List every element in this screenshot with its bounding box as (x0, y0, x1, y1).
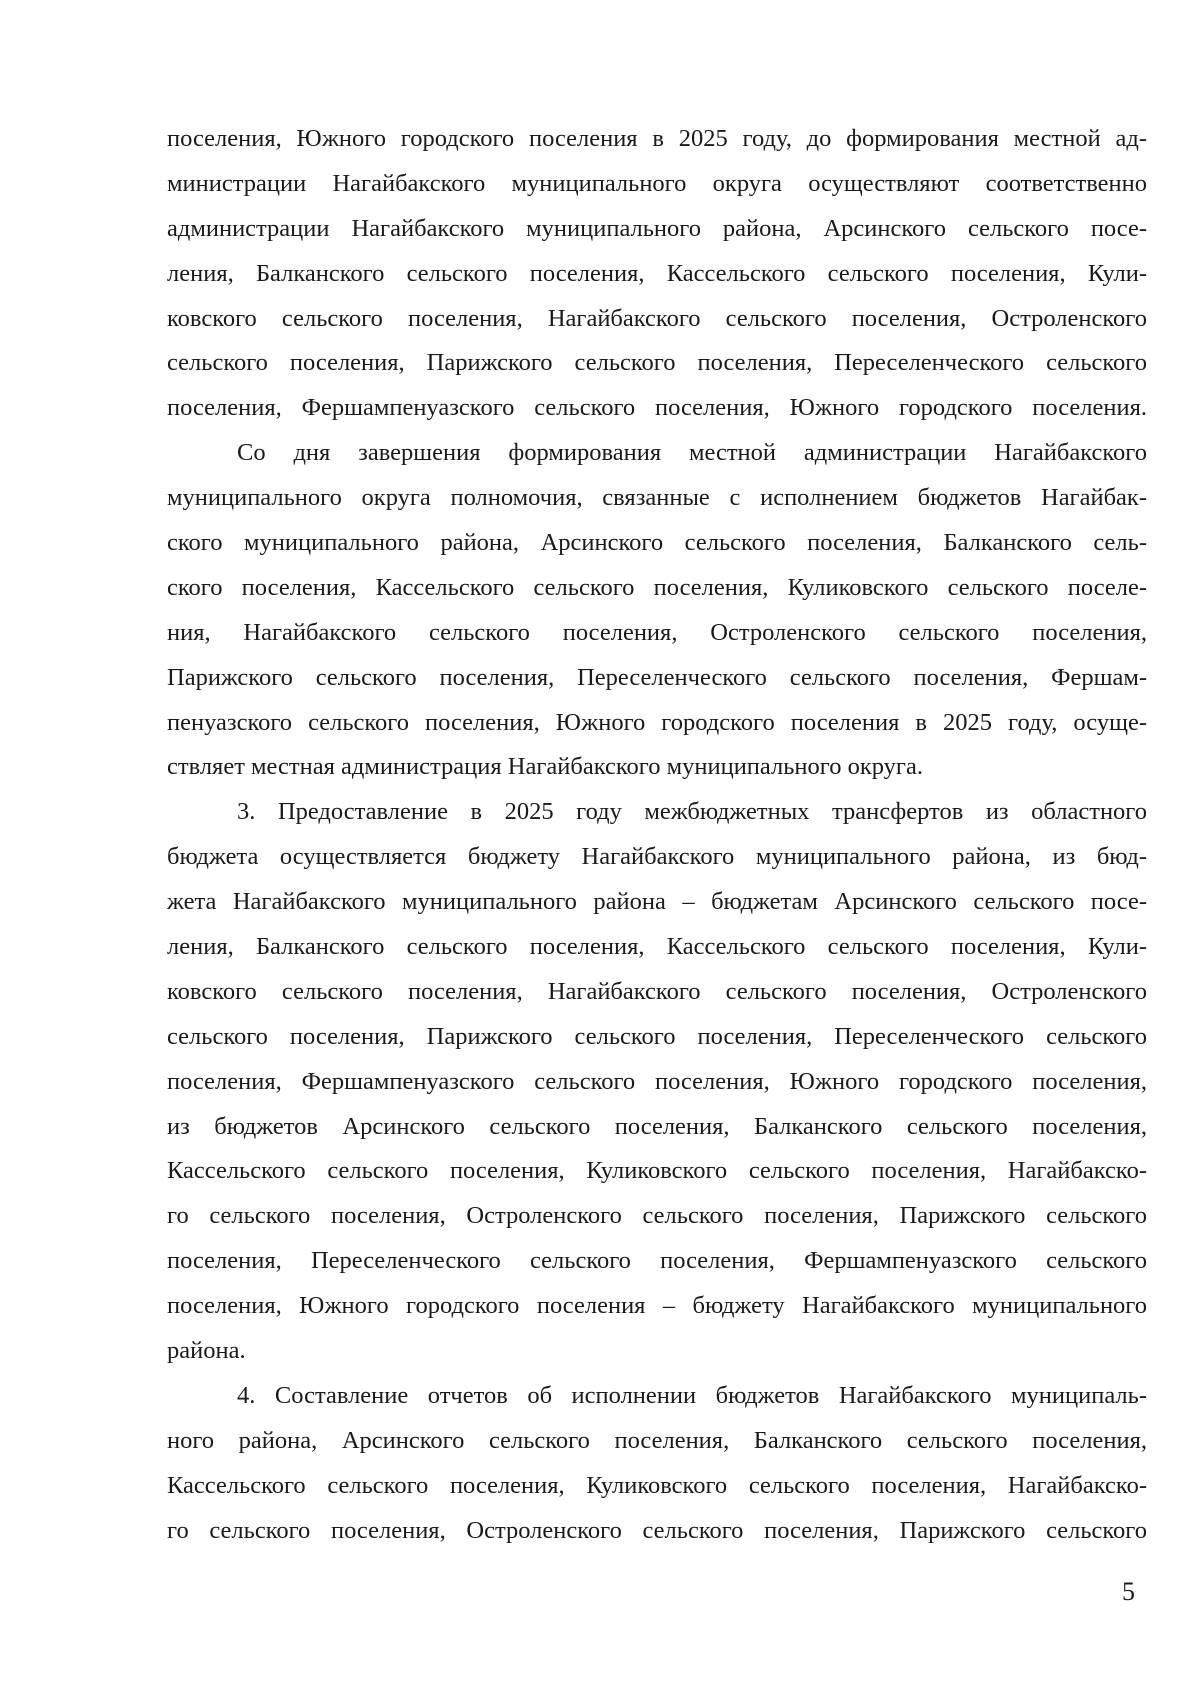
text-line: 4. Составление отчетов об исполнении бюджетов Нагайбакского муниципаль- (237, 1381, 1147, 1409)
text-line: поселения, Переселенческого сельского поселения, Фершампенуазского сельского (167, 1247, 1147, 1275)
text-line: Кассельского сельского поселения, Куликовского сельского поселения, Нагайбакско- (167, 1471, 1147, 1499)
text-line: го сельского поселения, Остроленского сельского поселения, Парижского сельского (167, 1202, 1147, 1230)
text-line: Кассельского сельского поселения, Куликовского сельского поселения, Нагайбакско- (167, 1157, 1147, 1185)
page-number: 5 (1122, 1577, 1135, 1606)
text-line: сельского поселения, Парижского сельского поселения, Переселенческого сельского (167, 349, 1147, 377)
text-line: ковского сельского поселения, Нагайбакского сельского поселения, Остроленского (167, 304, 1147, 332)
text-line: ского поселения, Кассельского сельского поселения, Куликовского сельского поселе- (167, 573, 1147, 601)
paragraph-continuation (167, 117, 1147, 431)
paragraph-item-4 (167, 1374, 1147, 1554)
text-line: 3. Предоставление в 2025 году межбюджетных трансфертов из областного (237, 798, 1147, 826)
text-line: жета Нагайбакского муниципального района – бюджетам Арсинского сельского посе- (167, 888, 1147, 916)
text-line: поселения, Южного городского поселения – бюджету Нагайбакского муниципального (167, 1292, 1147, 1320)
text-line: ствляет местная администрация Нагайбакского муниципального округа. (167, 753, 923, 781)
text-line: поселения, Фершампенуазского сельского поселения, Южного городского поселения, (167, 1067, 1147, 1095)
text-line: Парижского сельского поселения, Переселенческого сельского поселения, Фершам- (167, 663, 1147, 691)
text-line: поселения, Фершампенуазского сельского поселения, Южного городского поселения. (167, 394, 1147, 422)
text-line: ского муниципального района, Арсинского сельского поселения, Балканского сель- (167, 529, 1147, 557)
text-line: бюджета осуществляется бюджету Нагайбакского муниципального района, из бюд- (167, 843, 1147, 871)
text-line: пенуазского сельского поселения, Южного городского поселения в 2025 году, осуще- (167, 708, 1147, 736)
text-line: муниципального округа полномочия, связанные с исполнением бюджетов Нагайбак- (167, 484, 1147, 512)
text-line: сельского поселения, Парижского сельского поселения, Переселенческого сельского (167, 1022, 1147, 1050)
text-line: Со дня завершения формирования местной администрации Нагайбакского (237, 439, 1147, 467)
text-line: ковского сельского поселения, Нагайбакского сельского поселения, Остроленского (167, 977, 1147, 1005)
text-line: поселения, Южного городского поселения в 2025 году, до формирования местной ад- (167, 125, 1147, 152)
paragraph-item-3 (167, 790, 1147, 1374)
text-line: ния, Нагайбакского сельского поселения, Остроленского сельского поселения, (167, 618, 1147, 646)
text-line: из бюджетов Арсинского сельского поселения, Балканского сельского поселения, (167, 1112, 1147, 1140)
text-line: министрации Нагайбакского муниципального округа осуществляют соответственно (167, 169, 1147, 197)
text-line: ления, Балканского сельского поселения, Кассельского сельского поселения, Кули- (167, 259, 1147, 287)
document-body (167, 117, 1147, 1554)
text-line: ного района, Арсинского сельского поселения, Балканского сельского поселения, (167, 1426, 1147, 1454)
text-line: района. (167, 1337, 246, 1365)
text-line: ления, Балканского сельского поселения, Кассельского сельского поселения, Кули- (167, 933, 1147, 961)
paragraph-formation-completion (167, 431, 1147, 790)
text-line: администрации Нагайбакского муниципального района, Арсинского сельского посе- (167, 214, 1147, 242)
text-line: го сельского поселения, Остроленского сельского поселения, Парижского сельского (167, 1516, 1147, 1544)
